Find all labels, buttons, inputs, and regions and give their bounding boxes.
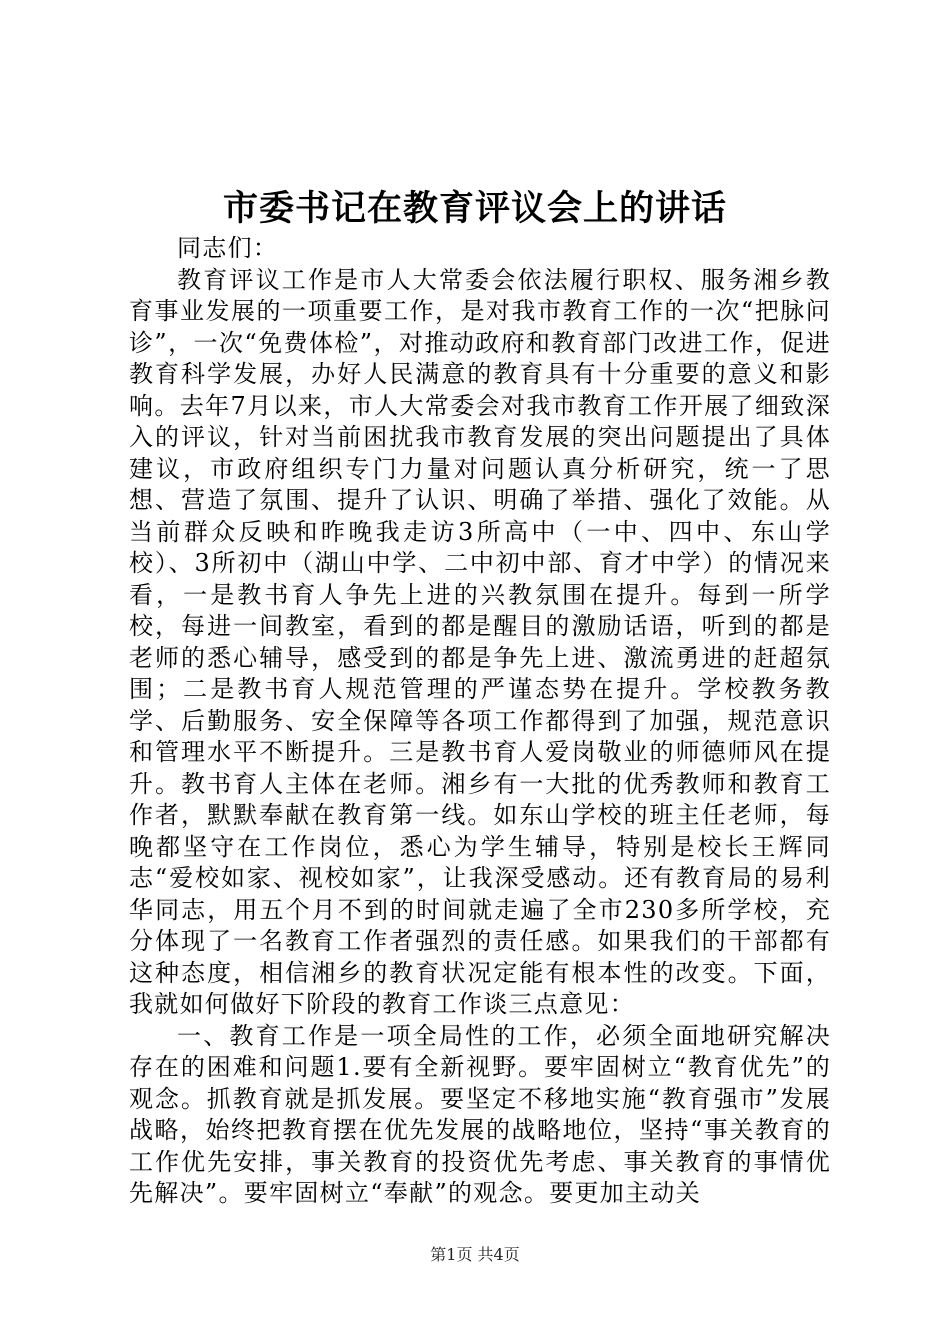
document-body — [129, 233, 831, 1210]
salutation: 同志们： — [177, 234, 279, 262]
document-title: 市委书记在教育评议会上的讲话 — [222, 188, 727, 229]
paragraph-2: 一、教育工作是一项全局性的工作，必须全面地研究解决存在的困难和问题1.要有全新视野。要牢固树立“教育优先”的观念。抓教育就是抓发展。要坚定不移地实施“教育强市”发展战略，始终把教育摆在优先发展的战略地位，坚持“事关教育的工作优先安排，事关教育的投资优先考虑、事关教育的事情优先解决”。要牢固树立“奉献”的观念。要更加主动关 — [129, 1021, 831, 1207]
paragraph-1: 教育评议工作是市人大常委会依法履行职权、服务湘乡教育事业发展的一项重要工作，是对我市教育工作的一次“把脉问诊”，一次“免费体检”，对推动政府和教育部门改进工作，促进教育科学发展，办好人民满意的教育具有十分重要的意义和影响。去年7月以来，市人大常委会对我市教育工作开展了细致深入的评议，针对当前困扰我市教育发展的突出问题提出了具体建议，市政府组织专门力量对问题认真分析研究，统一了思想、营造了氛围、提升了认识、明确了举措、强化了效能。从当前群众反映和昨晚我走访3所高中（一中、四中、东山学校）、3所初中（湖山中学、二中初中部、育才中学）的情况来看，一是教书育人争先上进的兴教氛围在提升。每到一所学校，每进一间教室，看到的都是醒目的激励话语，听到的都是老师的悉心辅导，感受到的都是争先上进、激流勇进的赶超氛围；二是教书育人规范管理的严谨态势在提升。学校教务教学、后勤服务、安全保障等各项工作都得到了加强，规范意识和管理水平不断提升。三是教书育人爱岗敬业的师德师风在提升。教书育人主体在老师。湘乡有一大批的优秀教师和教育工作者，默默奉献在教育第一线。如东山学校的班主任老师，每晚都坚守在工作岗位，悉心为学生辅导，特别是校长王辉同志“爱校如家、视校如家”，让我深受感动。还有教育局的易利华同志，用五个月不到的时间就走遍了全市230多所学校，充分体现了一名教育工作者强烈的责任感。如果我们的干部都有这种态度，相信湘乡的教育状况定能有根本性的改变。下面，我就如何做好下阶段的教育工作谈三点意见： — [129, 265, 831, 1018]
page-footer: 第1页 共4页 — [430, 1245, 520, 1264]
